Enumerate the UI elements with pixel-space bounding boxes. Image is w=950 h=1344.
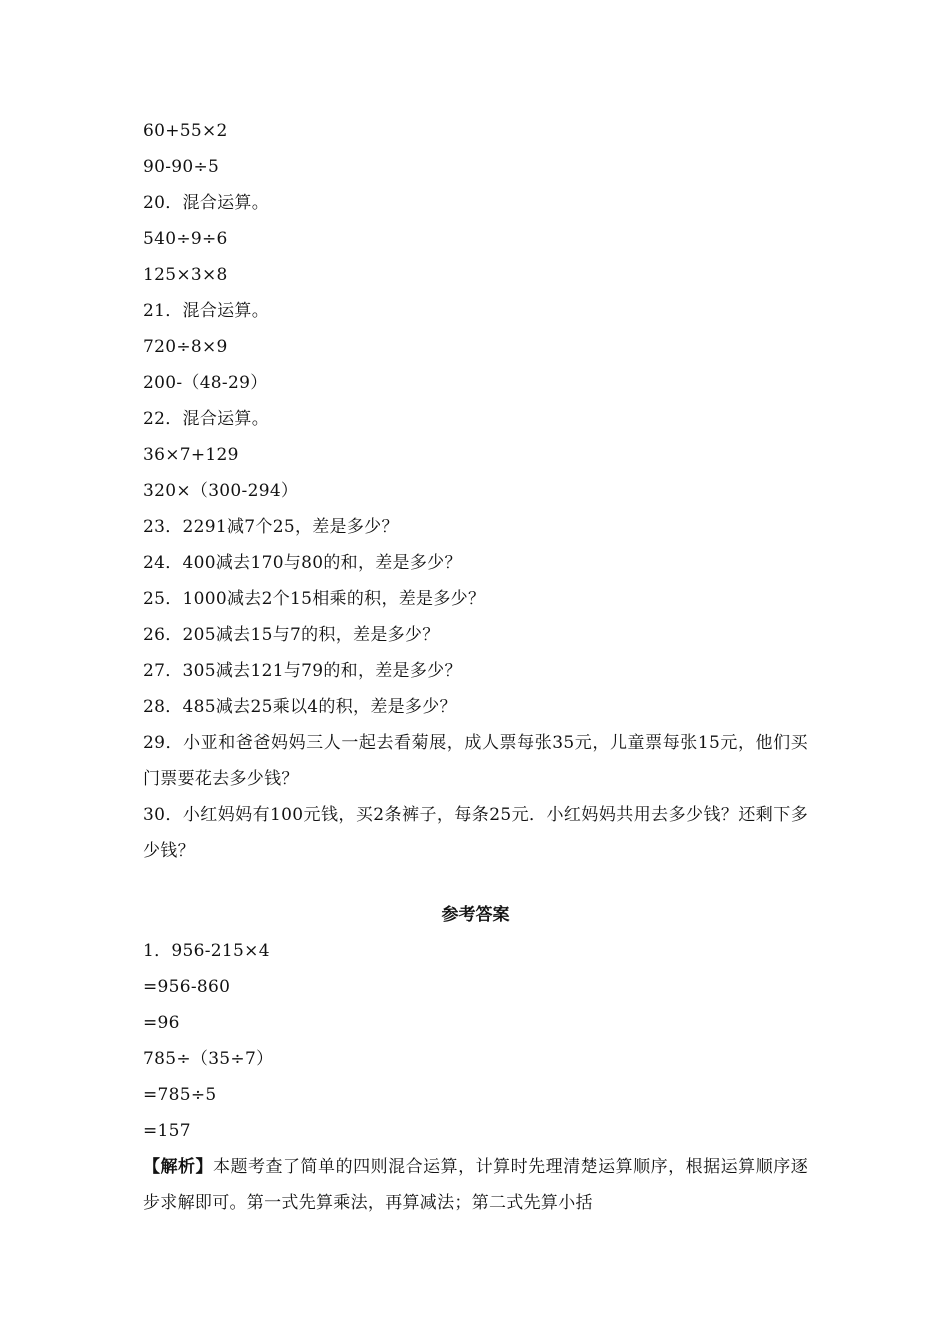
answer-line: =785÷5 [143, 1085, 217, 1105]
analysis-text: 本题考查了简单的四则混合运算，计算时先理清楚运算顺序，根据运算顺序逐步求解即可。第一式先算乘法，再算减法；第二式先算小括 [143, 1157, 809, 1213]
answer-line: 1．956-215×4 [143, 941, 270, 961]
expression-line: 125×3×8 [143, 265, 228, 285]
question-30: 30．小红妈妈有100元钱，买2条裤子，每条25元．小红妈妈共用去多少钱？还剩下多少钱？ [143, 805, 808, 861]
expression-line: 320×（300-294） [143, 481, 299, 501]
expression-line: 720÷8×9 [143, 337, 228, 357]
question-line: 27．305减去121与79的和，差是多少？ [143, 661, 462, 681]
answer-heading: 参考答案 [441, 905, 510, 925]
question-29: 29．小亚和爸爸妈妈三人一起去看菊展，成人票每张35元，儿童票每张15元，他们买门票要花去多少钱？ [143, 733, 808, 789]
expression-line: 200-（48-29） [143, 373, 268, 393]
question-line: 23．2291减7个25，差是多少？ [143, 517, 399, 537]
answer-line: =956-860 [143, 977, 231, 997]
analysis-paragraph [143, 1149, 808, 1221]
question-line: 20．混合运算。 [143, 193, 270, 213]
expression-line: 540÷9÷6 [143, 229, 228, 249]
question-line: 21．混合运算。 [143, 301, 270, 321]
expression-line: 60+55×2 [143, 121, 228, 141]
answer-line: =157 [143, 1121, 191, 1141]
answer-line: =96 [143, 1013, 180, 1033]
document-page [143, 113, 808, 1221]
answer-line: 785÷（35÷7） [143, 1049, 274, 1069]
section-gap [143, 869, 808, 897]
question-line: 24．400减去170与80的和，差是多少？ [143, 553, 462, 573]
expression-line: 90-90÷5 [143, 157, 220, 177]
analysis-label: 【解析】 [143, 1157, 214, 1177]
question-line: 22．混合运算。 [143, 409, 270, 429]
question-line: 26．205减去15与7的积，差是多少？ [143, 625, 440, 645]
question-line: 25．1000减去2个15相乘的积，差是多少？ [143, 589, 486, 609]
question-line: 28．485减去25乘以4的积，差是多少？ [143, 697, 457, 717]
expression-line: 36×7+129 [143, 445, 239, 465]
